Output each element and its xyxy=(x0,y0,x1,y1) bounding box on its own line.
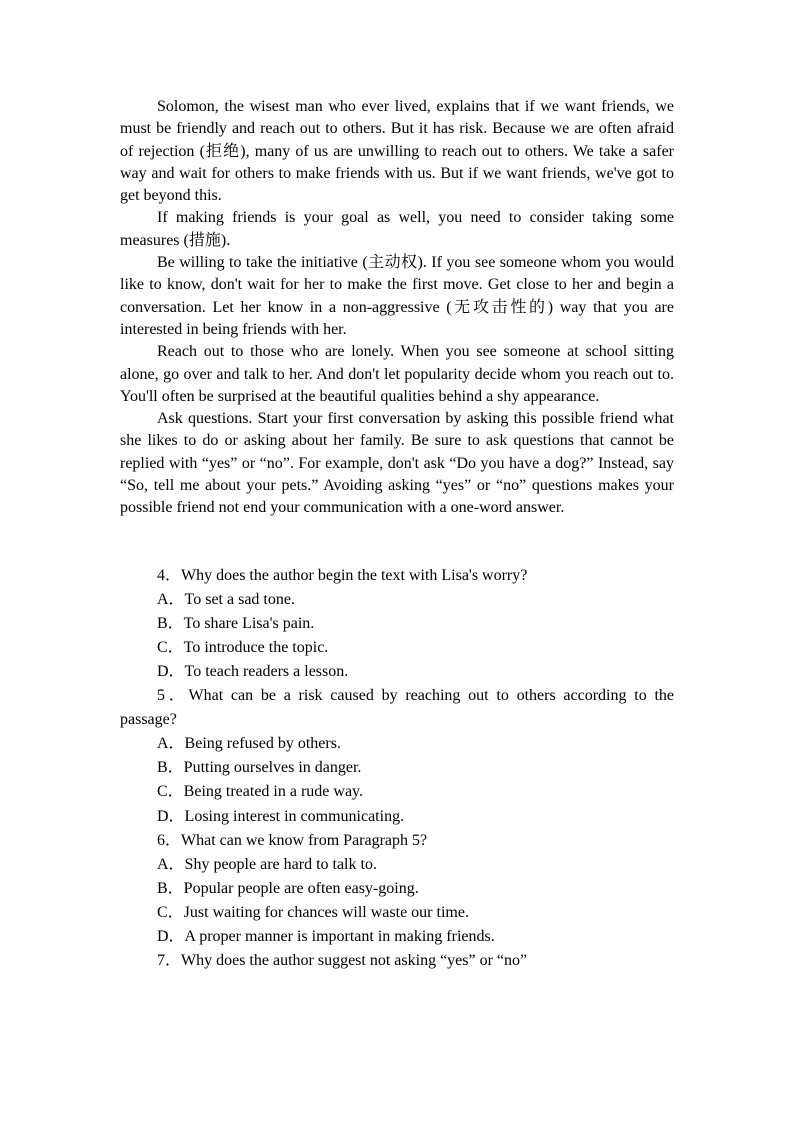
option-a: A．Shy people are hard to talk to. xyxy=(157,855,377,873)
paragraph-1: Solomon, the wisest man who ever lived, explains that if we want friends, we must be friendly and reach out to others. But it has risk. Because we are often afraid of rejection (拒绝), many of us are unwilling to reach out to others. We take a safer way and wait for others to make friends with us. But if we want friends, we've got to get beyond this. xyxy=(120,98,674,205)
option-b: B．To share Lisa's pain. xyxy=(157,614,315,632)
paragraph-4: Reach out to those who are lonely. When you see someone at school sitting alone, go over and talk to her. And don't let popularity decide whom you reach out to. You'll often be surprised at the beautiful qualities behind a shy appearance. xyxy=(120,343,674,405)
option-c: C．Just waiting for chances will waste our time. xyxy=(157,903,469,921)
option-b: B．Putting ourselves in danger. xyxy=(157,759,362,777)
document-page xyxy=(120,96,674,973)
option-d: D．Losing interest in communicating. xyxy=(157,807,405,825)
option-b: B．Popular people are often easy-going. xyxy=(157,879,419,897)
paragraph-3: Be willing to take the initiative (主动权). If you see someone whom you would like to know, don't wait for her to make the first move. Get close to her and begin a conversation. Let her know in a non-aggressive (无攻击性的) way that you are interested in being friends with her. xyxy=(120,254,674,338)
paragraph-2: If making friends is your goal as well, you need to consider taking some measures (措施). xyxy=(120,209,674,249)
question-stem: 6．What can we know from Paragraph 5? xyxy=(157,831,428,849)
option-c: C．Being treated in a rude way. xyxy=(157,783,364,801)
paragraph-5: Ask questions. Start your first conversation by asking this possible friend what she likes to do or asking about her family. Be sure to ask questions that cannot be replied with “yes” or “no”. For example, don't ask “Do you have a dog?” Instead, say “So, tell me about your pets.” Avoiding asking “yes” or “no” questions makes your possible friend not end your communication with a one-word answer. xyxy=(120,410,674,517)
question-stem: 7．Why does the author suggest not asking “yes” or “no” xyxy=(157,952,528,970)
option-a: A．Being refused by others. xyxy=(157,735,341,753)
question-5 xyxy=(120,684,674,829)
question-stem: 5．What can be a risk caused by reaching out to others according to the passage? xyxy=(120,687,674,729)
option-c: C．To introduce the topic. xyxy=(157,638,329,656)
option-d: D．To teach readers a lesson. xyxy=(157,663,349,681)
question-7 xyxy=(120,949,674,973)
question-4 xyxy=(120,564,674,684)
section-gap xyxy=(120,520,674,564)
passage xyxy=(120,96,674,520)
question-stem: 4．Why does the author begin the text with Lisa's worry? xyxy=(157,566,528,584)
question-6 xyxy=(120,829,674,949)
option-a: A．To set a sad tone. xyxy=(157,590,295,608)
option-d: D．A proper manner is important in making friends. xyxy=(157,928,495,946)
